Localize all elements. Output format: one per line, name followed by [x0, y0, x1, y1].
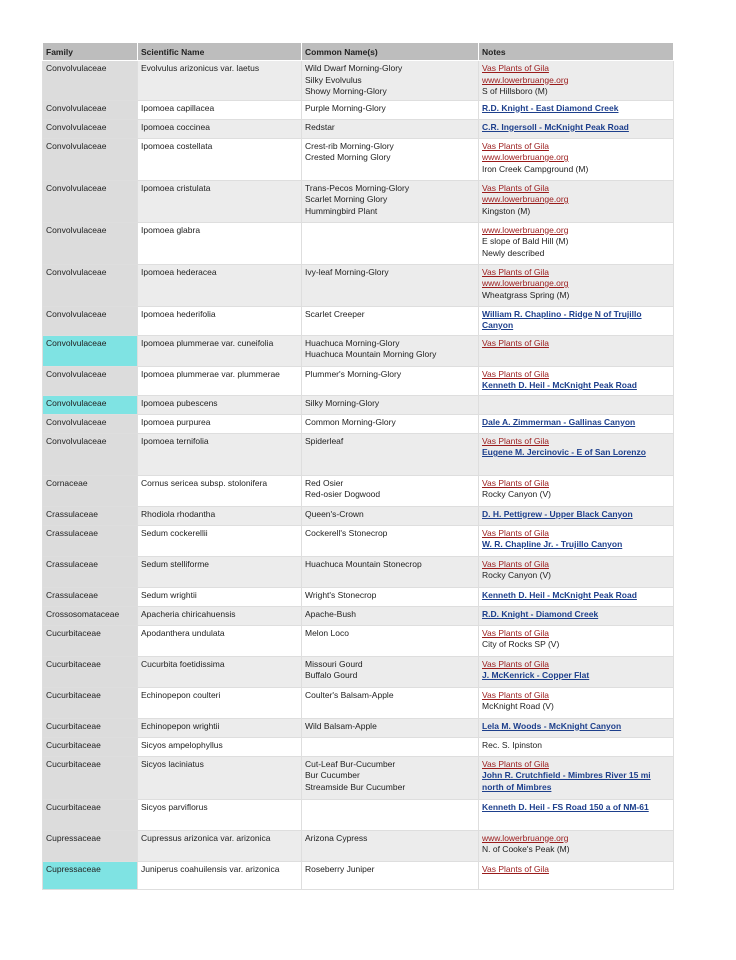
common-name: Redstar [305, 121, 335, 132]
table-row [43, 180, 674, 222]
family-cell: Convolvulaceae [43, 100, 138, 119]
family-cell: Convolvulaceae [43, 119, 138, 138]
scientific-name-cell: Evolvulus arizonicus var. laetus [138, 61, 302, 101]
scientific-name-cell: Ipomoea capillacea [138, 100, 302, 119]
table-row [43, 687, 674, 718]
collector-link[interactable]: J. McKenrick - Copper Flat [482, 670, 590, 680]
common-names-cell [302, 556, 479, 587]
collector-link[interactable]: W. R. Chapline Jr. - Trujillo Canyon [482, 539, 623, 549]
family-cell: Cupressaceae [43, 861, 138, 889]
collector-link[interactable]: R.D. Knight - Diamond Creek [482, 608, 599, 619]
common-name: Scarlet Creeper [305, 308, 365, 319]
family-cell: Cucurbitaceae [43, 687, 138, 718]
family-cell: Convolvulaceae [43, 138, 138, 180]
common-names-cell [302, 138, 479, 180]
table-row [43, 587, 674, 606]
common-names-cell [302, 335, 479, 366]
notes-link[interactable]: Vas Plants of Gila [482, 368, 549, 379]
notes-link[interactable]: Vas Plants of Gila [482, 182, 549, 193]
table-row [43, 656, 674, 687]
notes-link[interactable]: Vas Plants of Gila [482, 435, 549, 446]
scientific-name-cell: Cornus sericea subsp. stolonifera [138, 475, 302, 506]
family-cell: Convolvulaceae [43, 222, 138, 264]
collector-link[interactable]: Eugene M. Jercinovic - E of San Lorenzo [482, 447, 646, 457]
common-name: Spiderleaf [305, 435, 344, 446]
scientific-name-cell: Apacheria chiricahuensis [138, 606, 302, 625]
notes-cell [479, 506, 674, 525]
family-cell: Convolvulaceae [43, 180, 138, 222]
scientific-name-cell: Echinopepon coulteri [138, 687, 302, 718]
table-row [43, 718, 674, 737]
notes-cell [479, 556, 674, 587]
scientific-name-cell: Ipomoea plummerae var. plummerae [138, 366, 302, 395]
notes-link[interactable]: Vas Plants of Gila [482, 527, 549, 538]
scientific-name-cell: Ipomoea pubescens [138, 395, 302, 414]
notes-text: Iron Creek Campground (M) [482, 163, 589, 174]
scientific-name-cell: Sicyos laciniatus [138, 756, 302, 799]
table-row [43, 475, 674, 506]
notes-text: E slope of Bald Hill (M) [482, 236, 569, 246]
common-names-cell [302, 737, 479, 756]
scientific-name-cell: Ipomoea glabra [138, 222, 302, 264]
common-name: Common Morning-Glory [305, 416, 396, 427]
notes-text: City of Rocks SP (V) [482, 639, 560, 649]
notes-cell [479, 100, 674, 119]
scientific-name-cell: Sedum cockerellii [138, 525, 302, 556]
common-names-cell [302, 306, 479, 335]
common-name: Streamside Bur Cucumber [305, 781, 406, 792]
common-name: Cut-Leaf Bur-Cucumber [305, 758, 396, 769]
table-row [43, 556, 674, 587]
family-cell: Convolvulaceae [43, 395, 138, 414]
notes-cell [479, 756, 674, 799]
family-cell: Cucurbitaceae [43, 756, 138, 799]
collector-link[interactable]: C.R. Ingersoll - McKnight Peak Road [482, 121, 629, 132]
family-cell: Crassulaceae [43, 587, 138, 606]
notes-text: Rec. S. Ipinston [482, 739, 543, 750]
common-name: Apache-Bush [305, 608, 357, 619]
notes-text: Rocky Canyon (V) [482, 570, 551, 580]
table-row [43, 395, 674, 414]
scientific-name-cell: Apodanthera undulata [138, 625, 302, 656]
scientific-name-cell: Ipomoea coccinea [138, 119, 302, 138]
family-cell: Convolvulaceae [43, 433, 138, 475]
family-cell: Cucurbitaceae [43, 737, 138, 756]
notes-link[interactable]: Vas Plants of Gila [482, 558, 549, 569]
table-row [43, 433, 674, 475]
notes-link[interactable]: Vas Plants of Gila [482, 266, 549, 277]
table-row [43, 100, 674, 119]
notes-cell [479, 718, 674, 737]
common-name: Scarlet Morning Glory [305, 194, 388, 204]
notes-link[interactable]: Vas Plants of Gila [482, 140, 549, 151]
common-names-cell [302, 264, 479, 306]
notes-text: Newly described [482, 247, 545, 258]
collector-link[interactable]: Kenneth D. Heil - McKnight Peak Road [482, 589, 637, 600]
notes-cell [479, 306, 674, 335]
common-name: Huachuca Morning-Glory [305, 337, 400, 348]
family-cell: Convolvulaceae [43, 366, 138, 395]
scientific-name-cell: Juniperus coahuilensis var. arizonica [138, 861, 302, 889]
common-names-cell [302, 606, 479, 625]
family-cell: Convolvulaceae [43, 335, 138, 366]
table-row [43, 138, 674, 180]
collector-link[interactable]: John R. Crutchfield - Mimbres River 15 mi north of Mimbres [482, 770, 651, 792]
notes-cell [479, 587, 674, 606]
table-row [43, 506, 674, 525]
notes-link[interactable]: Vas Plants of Gila [482, 863, 549, 874]
notes-link[interactable]: Vas Plants of Gila [482, 758, 549, 769]
common-name: Purple Morning-Glory [305, 102, 386, 113]
family-cell: Cornaceae [43, 475, 138, 506]
family-cell: Crassulaceae [43, 506, 138, 525]
table-row [43, 625, 674, 656]
family-cell: Crassulaceae [43, 556, 138, 587]
table-row [43, 306, 674, 335]
table-row [43, 737, 674, 756]
family-cell: Convolvulaceae [43, 264, 138, 306]
notes-cell [479, 830, 674, 861]
common-name: Wild Balsam-Apple [305, 720, 377, 731]
scientific-name-cell: Rhodiola rhodantha [138, 506, 302, 525]
scientific-name-cell: Ipomoea purpurea [138, 414, 302, 433]
table-row [43, 222, 674, 264]
common-names-cell [302, 656, 479, 687]
notes-cell [479, 687, 674, 718]
table-row [43, 61, 674, 101]
table-row [43, 756, 674, 799]
notes-cell [479, 119, 674, 138]
family-cell: Cucurbitaceae [43, 625, 138, 656]
common-name: Wild Dwarf Morning-Glory [305, 63, 403, 73]
common-name: Showy Morning-Glory [305, 86, 387, 96]
common-name: Crested Morning Glory [305, 152, 391, 162]
common-name: Huachuca Mountain Morning Glory [305, 349, 437, 359]
common-name: Buffalo Gourd [305, 670, 358, 680]
notes-cell [479, 606, 674, 625]
scientific-name-cell: Ipomoea hederifolia [138, 306, 302, 335]
scientific-name-cell: Cupressus arizonica var. arizonica [138, 830, 302, 861]
common-names-cell [302, 414, 479, 433]
common-names-cell [302, 830, 479, 861]
notes-text: S of Hillsboro (M) [482, 86, 548, 96]
plant-list-table [42, 42, 674, 890]
common-name: Huachuca Mountain Stonecrop [305, 558, 422, 569]
scientific-name-cell: Echinopepon wrightii [138, 718, 302, 737]
notes-link[interactable]: www.lowerbruange.org [482, 152, 569, 162]
notes-link[interactable]: Vas Plants of Gila [482, 689, 549, 700]
family-cell: Convolvulaceae [43, 306, 138, 335]
collector-link[interactable]: Dale A. Zimmerman - Gallinas Canyon [482, 416, 636, 427]
table-row [43, 335, 674, 366]
notes-link[interactable]: www.lowerbruange.org [482, 194, 569, 204]
family-cell: Cucurbitaceae [43, 656, 138, 687]
family-cell: Cucurbitaceae [43, 799, 138, 830]
family-cell: Cucurbitaceae [43, 718, 138, 737]
common-names-cell [302, 61, 479, 101]
scientific-name-cell: Ipomoea costellata [138, 138, 302, 180]
common-names-cell [302, 756, 479, 799]
table-row [43, 366, 674, 395]
common-name: Silky Morning-Glory [305, 397, 380, 408]
notes-link[interactable]: www.lowerbruange.org [482, 278, 569, 288]
notes-cell [479, 414, 674, 433]
notes-cell [479, 799, 674, 830]
common-names-cell [302, 587, 479, 606]
notes-cell [479, 138, 674, 180]
notes-cell [479, 335, 674, 366]
common-name: Crest-rib Morning-Glory [305, 140, 394, 151]
notes-link[interactable]: Vas Plants of Gila [482, 337, 549, 348]
common-names-cell [302, 180, 479, 222]
family-cell: Crassulaceae [43, 525, 138, 556]
common-name: Roseberry Juniper [305, 863, 375, 874]
common-names-cell [302, 625, 479, 656]
scientific-name-cell: Sedum wrightii [138, 587, 302, 606]
scientific-name-cell: Sicyos parviflorus [138, 799, 302, 830]
notes-link[interactable]: Vas Plants of Gila [482, 627, 549, 638]
common-names-cell [302, 799, 479, 830]
common-name: Hummingbird Plant [305, 205, 378, 216]
common-name: Queen's-Crown [305, 508, 364, 519]
common-name: Cockerell's Stonecrop [305, 527, 388, 538]
header-family: Family [43, 43, 138, 61]
notes-cell [479, 861, 674, 889]
common-name: Wright's Stonecrop [305, 589, 377, 600]
collector-link[interactable]: R.D. Knight - East Diamond Creek [482, 102, 619, 113]
notes-cell [479, 656, 674, 687]
common-name: Missouri Gourd [305, 658, 363, 669]
family-cell: Convolvulaceae [43, 414, 138, 433]
family-cell: Convolvulaceae [43, 61, 138, 101]
common-names-cell [302, 506, 479, 525]
notes-link[interactable]: www.lowerbruange.org [482, 832, 569, 843]
notes-cell [479, 264, 674, 306]
scientific-name-cell: Cucurbita foetidissima [138, 656, 302, 687]
notes-text: Wheatgrass Spring (M) [482, 289, 570, 300]
common-names-cell [302, 100, 479, 119]
common-name: Ivy-leaf Morning-Glory [305, 266, 389, 277]
header-scientific-name: Scientific Name [138, 43, 302, 61]
table-row [43, 525, 674, 556]
notes-link[interactable]: Vas Plants of Gila [482, 477, 549, 488]
table-row [43, 830, 674, 861]
notes-cell [479, 180, 674, 222]
notes-cell [479, 737, 674, 756]
notes-cell [479, 525, 674, 556]
table-row [43, 606, 674, 625]
collector-link[interactable]: D. H. Pettigrew - Upper Black Canyon [482, 508, 633, 519]
scientific-name-cell: Sedum stelliforme [138, 556, 302, 587]
common-name: Bur Cucumber [305, 770, 360, 780]
common-names-cell [302, 119, 479, 138]
family-cell: Crossosomataceae [43, 606, 138, 625]
common-name: Trans-Pecos Morning-Glory [305, 182, 410, 193]
collector-link[interactable]: William R. Chaplino - Ridge N of Trujillo Canyon [482, 308, 642, 330]
common-name: Arizona Cypress [305, 832, 368, 843]
notes-cell [479, 61, 674, 101]
common-names-cell [302, 687, 479, 718]
common-name: Melon Loco [305, 627, 349, 638]
common-names-cell [302, 433, 479, 475]
scientific-name-cell: Sicyos ampelophyllus [138, 737, 302, 756]
common-names-cell [302, 395, 479, 414]
common-name: Silky Evolvulus [305, 74, 362, 85]
common-name: Red-osier Dogwood [305, 489, 381, 499]
table-row [43, 119, 674, 138]
table-row [43, 799, 674, 830]
notes-link[interactable]: www.lowerbruange.org [482, 224, 569, 235]
collector-link[interactable]: Kenneth D. Heil - McKnight Peak Road [482, 380, 637, 390]
scientific-name-cell: Ipomoea ternifolia [138, 433, 302, 475]
family-cell: Cupressaceae [43, 830, 138, 861]
notes-text: Rocky Canyon (V) [482, 489, 551, 499]
collector-link[interactable]: Lela M. Woods - McKnight Canyon [482, 720, 622, 731]
table-row [43, 861, 674, 889]
header-common-names: Common Name(s) [302, 43, 479, 61]
notes-cell [479, 222, 674, 264]
common-names-cell [302, 366, 479, 395]
notes-cell [479, 475, 674, 506]
notes-link[interactable]: www.lowerbruange.org [482, 74, 569, 85]
scientific-name-cell: Ipomoea hederacea [138, 264, 302, 306]
common-names-cell [302, 475, 479, 506]
table-row [43, 264, 674, 306]
common-names-cell [302, 861, 479, 889]
table-row [43, 414, 674, 433]
collector-link[interactable]: Kenneth D. Heil - FS Road 150 a of NM-61 [482, 801, 649, 812]
common-names-cell [302, 718, 479, 737]
notes-text: McKnight Road (V) [482, 701, 554, 711]
header-notes: Notes [479, 43, 674, 61]
common-name: Plummer's Morning-Glory [305, 368, 402, 379]
notes-link[interactable]: Vas Plants of Gila [482, 63, 549, 73]
common-name: Coulter's Balsam-Apple [305, 689, 394, 700]
common-names-cell [302, 525, 479, 556]
notes-cell [479, 395, 674, 414]
scientific-name-cell: Ipomoea cristulata [138, 180, 302, 222]
notes-text: N. of Cooke's Peak (M) [482, 844, 570, 854]
common-name: Red Osier [305, 477, 344, 488]
common-names-cell [302, 222, 479, 264]
notes-cell [479, 366, 674, 395]
notes-link[interactable]: Vas Plants of Gila [482, 658, 549, 669]
notes-text: Kingston (M) [482, 205, 531, 216]
scientific-name-cell: Ipomoea plummerae var. cuneifolia [138, 335, 302, 366]
notes-cell [479, 625, 674, 656]
notes-cell [479, 433, 674, 475]
table-header-row [43, 43, 674, 61]
